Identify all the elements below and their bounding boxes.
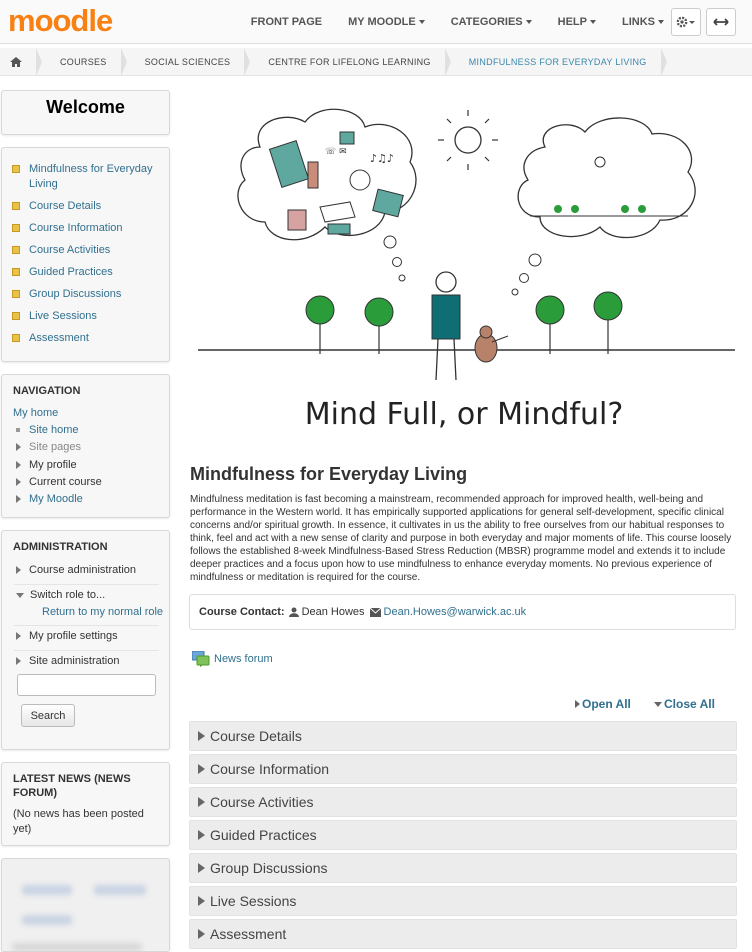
caret-right-icon — [16, 566, 21, 574]
navigation-block — [1, 374, 170, 518]
course-menu-label: Course Activities — [29, 244, 111, 256]
caret-right-icon — [16, 632, 21, 640]
nav-front-page[interactable]: FRONT PAGE — [250, 16, 323, 28]
navigation-title: NAVIGATION — [13, 385, 81, 397]
contact-label: Course Contact: — [199, 606, 285, 618]
section-guided-practices[interactable] — [189, 820, 737, 850]
course-menu-item[interactable] — [12, 309, 162, 324]
course-menu-label: Course Details — [29, 200, 102, 212]
bullet-square-icon — [12, 246, 20, 254]
nav-site-home-label: Site home — [29, 424, 79, 436]
chevron-down-icon — [419, 20, 425, 24]
section-course-information[interactable] — [189, 754, 737, 784]
user-icon — [289, 607, 299, 617]
section-label: Course Details — [210, 728, 302, 744]
caret-down-icon — [16, 593, 24, 598]
caret-right-icon — [16, 443, 21, 451]
switch-role-label: Switch role to... — [30, 589, 106, 601]
close-all-label: Close All — [664, 697, 715, 711]
section-label: Course Activities — [210, 794, 314, 810]
mindful-illustration — [190, 92, 738, 442]
contact-name: Dean Howes — [301, 606, 365, 618]
bullet-square-icon — [12, 224, 20, 232]
top-navbar — [0, 0, 752, 44]
section-label: Assessment — [210, 926, 287, 942]
section-assessment[interactable] — [189, 919, 737, 949]
breadcrumb — [0, 48, 752, 76]
my-profile-settings-label: My profile settings — [29, 630, 118, 642]
caret-right-icon — [198, 830, 205, 840]
course-description: Mindfulness meditation is fast becoming a mainstream, recommended approach for improved health, well-being and performance in the Western world. It has empirically supported applications for general self-development, specific clinical concerns and/or spiritual growth. In essence, it cultivates in us the ability to free ourselves from our habitual responses to think, feel and act with a new sense of clarity and purpose in both everyday and major moments of life. This course loosely follows the established 8-week Mindfulness-Based Stress Reduction (MBSR) programme model and extends it to include deeper practices and a focus upon how to use mindfulness to enhance everyday moments. No previous experience of mindfulness or meditation is required for the course. — [190, 494, 732, 583]
nav-my-moodle-label: My Moodle — [29, 493, 83, 505]
latest-news-block — [1, 762, 170, 846]
blurred-content — [94, 885, 146, 895]
nav-my-moodle[interactable] — [348, 16, 425, 28]
caret-right-icon — [16, 657, 21, 665]
course-menu-item[interactable] — [12, 287, 162, 302]
expand-horizontal-icon — [713, 17, 729, 27]
news-forum-link[interactable] — [192, 651, 273, 667]
caret-right-icon — [198, 863, 205, 873]
administration-title: ADMINISTRATION — [13, 541, 108, 553]
nav-current-course-label: Current course — [29, 476, 102, 488]
welcome-title: Welcome — [46, 97, 125, 117]
caret-right-icon — [198, 929, 205, 939]
nav-categories[interactable] — [451, 16, 532, 28]
forum-icon — [192, 651, 210, 667]
moodle-logo[interactable]: moodle — [8, 3, 113, 38]
course-contact-box — [189, 594, 736, 630]
home-icon — [10, 57, 22, 67]
section-course-activities[interactable] — [189, 787, 737, 817]
admin-search-input[interactable] — [17, 674, 156, 696]
contact-email[interactable]: Dean.Howes@warwick.ac.uk — [383, 606, 527, 618]
bullet-square-icon — [12, 268, 20, 276]
nav-links-label: LINKS — [622, 16, 655, 28]
course-menu-item[interactable] — [12, 243, 162, 258]
chevron-down-icon — [526, 20, 532, 24]
course-menu-item[interactable] — [12, 221, 162, 236]
bullet-square-icon — [12, 312, 20, 320]
nav-my-profile-label: My profile — [29, 459, 77, 471]
my-profile-settings[interactable] — [16, 630, 118, 642]
blurred-block — [1, 858, 170, 952]
section-group-discussions[interactable] — [189, 853, 737, 883]
latest-news-title: LATEST NEWS (NEWS FORUM) — [13, 773, 131, 799]
course-administration-label: Course administration — [29, 564, 136, 576]
breadcrumb-current-course[interactable]: MINDFULNESS FOR EVERYDAY LIVING — [445, 48, 661, 76]
section-live-sessions[interactable] — [189, 886, 737, 916]
close-all-button[interactable] — [654, 697, 715, 711]
caret-right-icon — [198, 731, 205, 741]
divider — [14, 650, 159, 651]
course-menu-label: Live Sessions — [29, 310, 97, 322]
bullet-square-icon — [12, 165, 20, 173]
course-menu-label: Course Information — [29, 222, 123, 234]
course-menu-label: Mindfulness for Everyday Living — [29, 163, 153, 190]
nav-my-home[interactable]: My home — [13, 407, 59, 419]
course-menu-item[interactable] — [12, 331, 162, 346]
return-to-normal-role[interactable]: Return to my normal role — [42, 606, 164, 618]
site-administration[interactable] — [16, 655, 120, 667]
course-menu-item[interactable] — [12, 199, 162, 214]
nav-links[interactable] — [622, 16, 664, 28]
nav-help-label: HELP — [557, 16, 587, 28]
blurred-content — [12, 943, 142, 951]
open-all-label: Open All — [582, 697, 631, 711]
main-nav — [225, 0, 664, 44]
blurred-content — [22, 885, 72, 895]
switch-role[interactable] — [16, 589, 105, 601]
svg-text:☏ ✉: ☏ ✉ — [325, 147, 347, 157]
nav-site-pages[interactable] — [16, 441, 81, 453]
settings-menu-button[interactable] — [671, 8, 701, 36]
welcome-block — [1, 90, 170, 135]
course-menu-label: Guided Practices — [29, 266, 113, 278]
section-label: Course Information — [210, 761, 330, 777]
course-menu-label: Assessment — [29, 332, 89, 344]
section-course-details[interactable] — [189, 721, 737, 751]
open-all-button[interactable] — [575, 697, 631, 711]
breadcrumb-social-sciences[interactable]: SOCIAL SCIENCES — [121, 48, 245, 76]
news-forum-label: News forum — [214, 653, 273, 665]
caret-right-icon — [16, 461, 21, 469]
bullet-square-icon — [12, 334, 20, 342]
course-menu-item[interactable] — [12, 265, 162, 280]
chevron-down-icon — [658, 20, 664, 24]
course-title: Mindfulness for Everyday Living — [190, 464, 468, 484]
chevron-down-icon — [590, 20, 596, 24]
nav-categories-label: CATEGORIES — [450, 16, 523, 28]
search-button[interactable]: Search — [21, 704, 75, 727]
breadcrumb-home[interactable] — [0, 48, 36, 76]
breadcrumb-centre[interactable]: CENTRE FOR LIFELONG LEARNING — [244, 48, 444, 76]
caret-right-icon — [575, 700, 580, 708]
divider — [14, 625, 159, 626]
course-menu-block — [1, 147, 170, 362]
caret-right-icon — [16, 495, 21, 503]
administration-block — [1, 530, 170, 750]
divider — [14, 584, 159, 585]
latest-news-text: (No news has been posted yet) — [13, 808, 144, 835]
bullet-icon — [16, 428, 20, 432]
site-administration-label: Site administration — [29, 655, 120, 667]
blurred-content — [22, 915, 72, 925]
nav-my-moodle-link[interactable] — [16, 493, 83, 505]
bullet-square-icon — [12, 290, 20, 298]
bullet-square-icon — [12, 202, 20, 210]
illustration-caption: Mind Full, or Mindful? — [304, 397, 624, 432]
toggle-width-button[interactable] — [706, 8, 736, 36]
nav-my-profile[interactable] — [16, 459, 77, 471]
section-label: Guided Practices — [210, 827, 317, 843]
caret-right-icon — [198, 764, 205, 774]
section-label: Live Sessions — [210, 893, 297, 909]
svg-text:♪♫♪: ♪♫♪ — [370, 152, 394, 165]
envelope-icon — [370, 608, 381, 617]
nav-my-moodle-label: MY MOODLE — [348, 16, 416, 28]
section-label: Group Discussions — [210, 860, 328, 876]
caret-down-icon — [654, 702, 662, 707]
course-administration[interactable] — [16, 564, 136, 576]
breadcrumb-courses[interactable]: COURSES — [36, 48, 121, 76]
gear-icon — [676, 16, 696, 28]
caret-right-icon — [198, 896, 205, 906]
course-menu-label: Group Discussions — [29, 288, 122, 300]
nav-help[interactable] — [558, 16, 596, 28]
caret-right-icon — [198, 797, 205, 807]
nav-site-pages-label: Site pages — [29, 441, 81, 453]
nav-current-course[interactable] — [16, 476, 102, 488]
caret-right-icon — [16, 478, 21, 486]
nav-site-home[interactable] — [16, 424, 79, 436]
course-menu-item[interactable] — [12, 162, 162, 192]
